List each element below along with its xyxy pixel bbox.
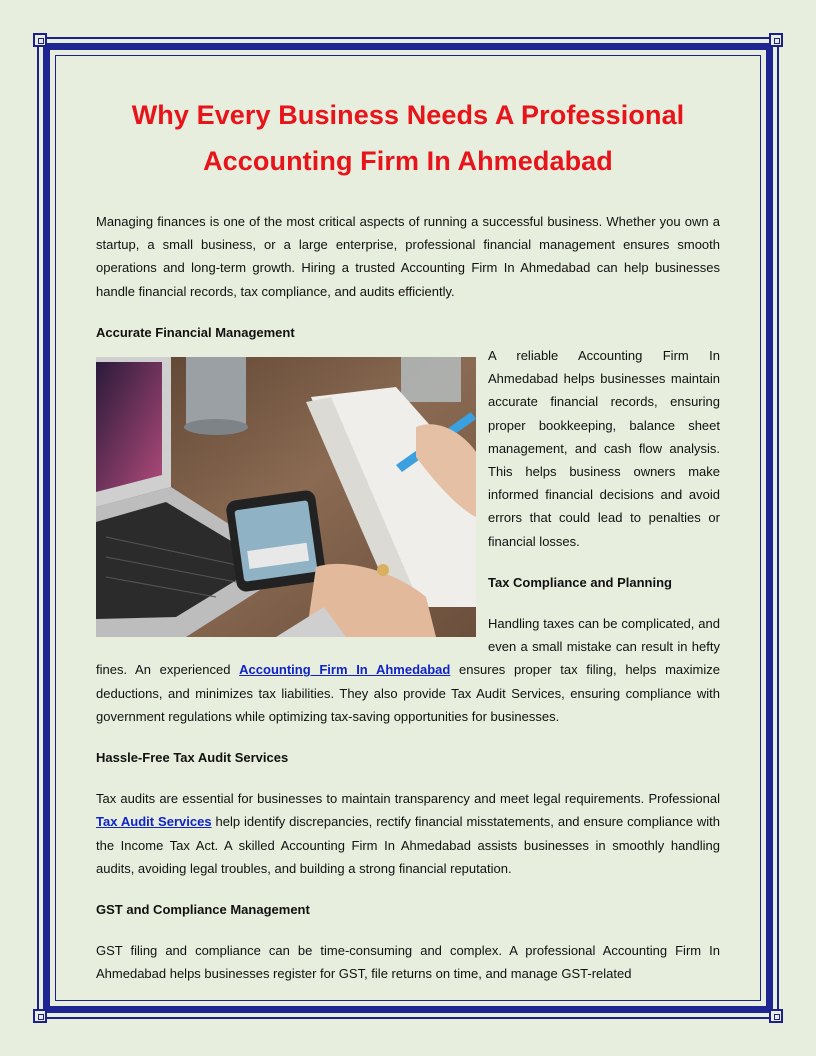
audit-text-before-link: Tax audits are essential for businesses to maintain transparency and meet legal requirements. Professional: [96, 791, 720, 807]
accounting-firm-link[interactable]: Accounting Firm In Ahmedabad: [239, 662, 451, 678]
accurate-financial-management-paragraph: A reliable Accounting Firm In Ahmedabad helps businesses maintain accurate financial records, ensuring proper bookkeeping, balance sheet management, and cash flow analysis. This helps business owners make informed financial decisions and avoid errors that could lead to penalties or financial losses.: [488, 348, 720, 549]
heading-tax-compliance: Tax Compliance and Planning: [488, 574, 672, 590]
page-title: [96, 92, 720, 184]
tax-text-after-link: ensures proper tax filing, helps maximize deductions, and minimizes tax liabilities. They also provide Tax Audit Services, ensuring compliance with government regulations while optimizing tax-saving opportunities for businesses.: [96, 662, 720, 724]
audit-text-after-link: help identify discrepancies, rectify financial misstatements, and ensure compliance with the Income Tax Act. A skilled Accounting Firm In Ahmedabad assists businesses in smoothly handling audits, avoiding legal troubles, and building a strong financial reputation.: [96, 814, 720, 876]
laptop-phone-notebook-photo: [96, 357, 476, 637]
photo-illustration: [96, 357, 476, 637]
heading-gst: GST and Compliance Management: [96, 902, 310, 918]
document-body: [96, 92, 720, 986]
border-corner-bottom-left: [33, 1009, 47, 1023]
tax-audit-paragraph: [96, 787, 720, 880]
border-corner-bottom-right: [769, 1009, 783, 1023]
gst-paragraph: GST filing and compliance can be time-consuming and complex. A professional Accounting Firm In Ahmedabad helps businesses register for GST, file returns on time, and manage GST-related: [96, 943, 720, 982]
border-corner-top-left: [33, 33, 47, 47]
intro-paragraph: Managing finances is one of the most critical aspects of running a successful business. Whether you own a startup, a small business, or a large enterprise, professional financial management ensures smooth operations and long-term growth. Hiring a trusted Accounting Firm In Ahmedabad can help businesses handle financial records, tax compliance, and audits efficiently.: [96, 214, 720, 299]
heading-accurate-financial-management: Accurate Financial Management: [96, 324, 295, 340]
heading-tax-audit: Hassle-Free Tax Audit Services: [96, 750, 289, 766]
border-corner-top-right: [769, 33, 783, 47]
title-line-2: Accounting Firm In Ahmedabad: [203, 146, 613, 176]
tax-audit-services-link[interactable]: Tax Audit Services: [96, 814, 212, 830]
tax-text-before-link: Handling taxes can be complicated, and even a small mistake can result in hefty fines. An experienced: [96, 616, 720, 678]
title-line-1: Why Every Business Needs A Professional: [131, 100, 685, 130]
